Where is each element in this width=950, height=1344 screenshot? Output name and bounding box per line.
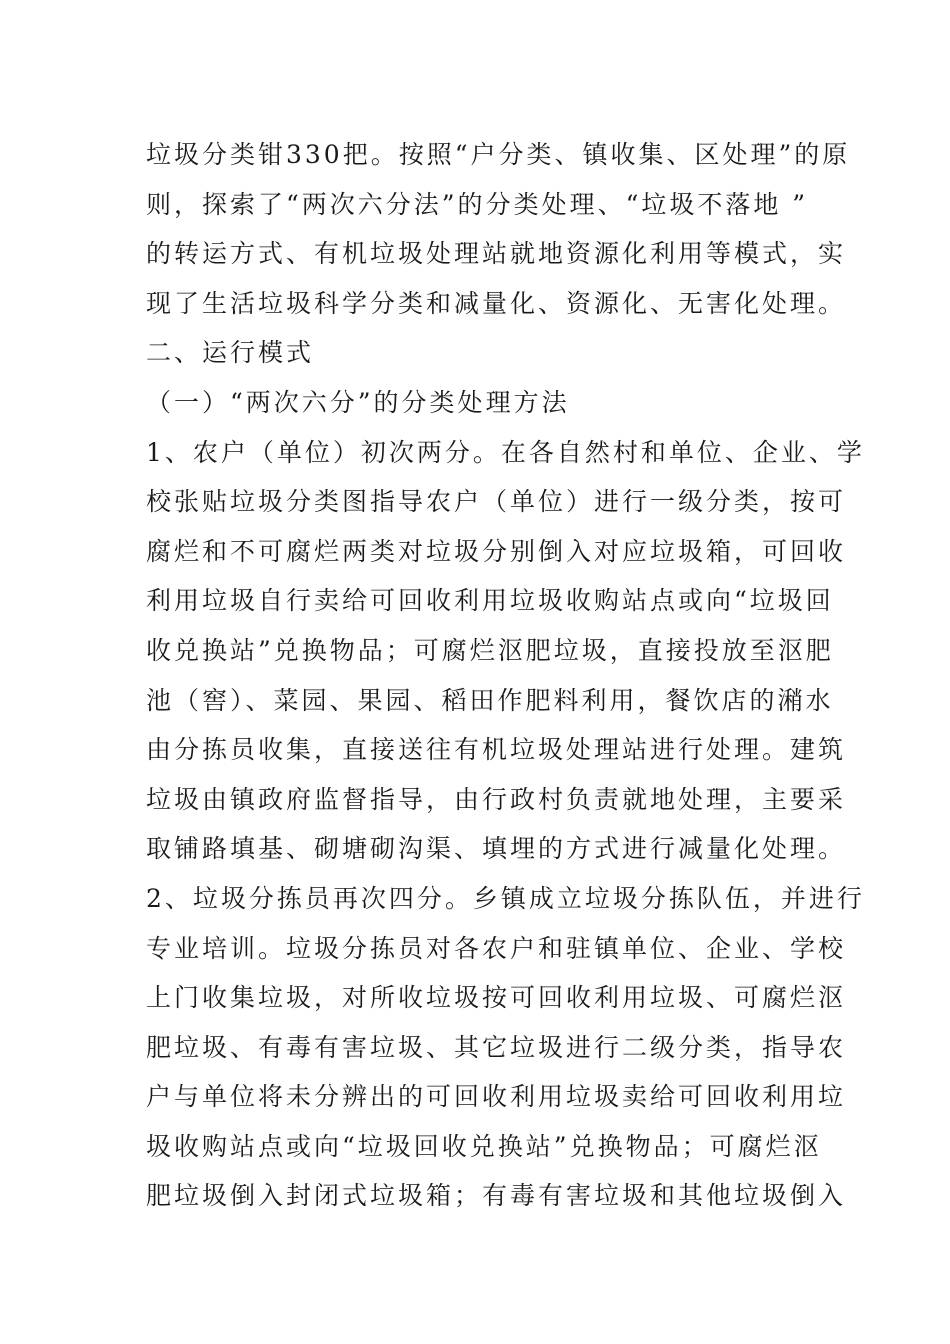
text-line: 1、农户（单位）初次两分。在各自然村和单位、企业、学 — [146, 437, 865, 467]
text-line: 肥垃圾倒入封闭式垃圾箱；有毒有害垃圾和其他垃圾倒入 — [146, 1181, 847, 1211]
text-line: 圾收购站点或向“垃圾回收兑换站”兑换物品；可腐烂沤 — [146, 1131, 822, 1161]
text-line: 2、垃圾分拣员再次四分。乡镇成立垃圾分拣队伍，并进行 — [146, 883, 865, 913]
text-line: 池（窖）、菜园、果园、稻田作肥料利用，餐饮店的潲水 — [146, 685, 834, 715]
text-line: 取铺路填基、砌塘砌沟渠、填埋的方式进行减量化处理。 — [146, 834, 847, 864]
subsection-heading: （一）“两次六分”的分类处理方法 — [146, 387, 570, 417]
text-line: 的转运方式、有机垃圾处理站就地资源化利用等模式，实 — [146, 239, 847, 269]
text-line: 户与单位将未分辨出的可回收利用垃圾卖给可回收利用垃 — [146, 1082, 847, 1112]
text-line: 利用垃圾自行卖给可回收利用垃圾收购站点或向“垃圾回 — [146, 586, 834, 616]
text-line: 收兑换站”兑换物品；可腐烂沤肥垃圾，直接投放至沤肥 — [146, 635, 834, 665]
text-line: 肥垃圾、有毒有害垃圾、其它垃圾进行二级分类，指导农 — [146, 1032, 847, 1062]
text-line: 腐烂和不可腐烂两类对垃圾分别倒入对应垃圾箱，可回收 — [146, 536, 847, 566]
document-body — [146, 130, 865, 1221]
text-line: 专业培训。垃圾分拣员对各农户和驻镇单位、企业、学校 — [146, 933, 847, 963]
text-line: 校张贴垃圾分类图指导农户（单位）进行一级分类，按可 — [146, 487, 847, 517]
text-line: 由分拣员收集，直接送往有机垃圾处理站进行处理。建筑 — [146, 735, 847, 765]
text-line: 现了生活垃圾科学分类和减量化、资源化、无害化处理。 — [146, 288, 847, 318]
text-line: 上门收集垃圾，对所收垃圾按可回收利用垃圾、可腐烂沤 — [146, 983, 847, 1013]
text-line: 则，探索了“两次六分法”的分类处理、“垃圾不落地 ” — [146, 189, 809, 219]
text-line: 垃圾分类钳330把。按照“户分类、镇收集、区处理”的原 — [146, 140, 851, 169]
text-line: 垃圾由镇政府监督指导，由行政村负责就地处理，主要采 — [146, 784, 847, 814]
section-heading: 二、运行模式 — [146, 338, 315, 368]
